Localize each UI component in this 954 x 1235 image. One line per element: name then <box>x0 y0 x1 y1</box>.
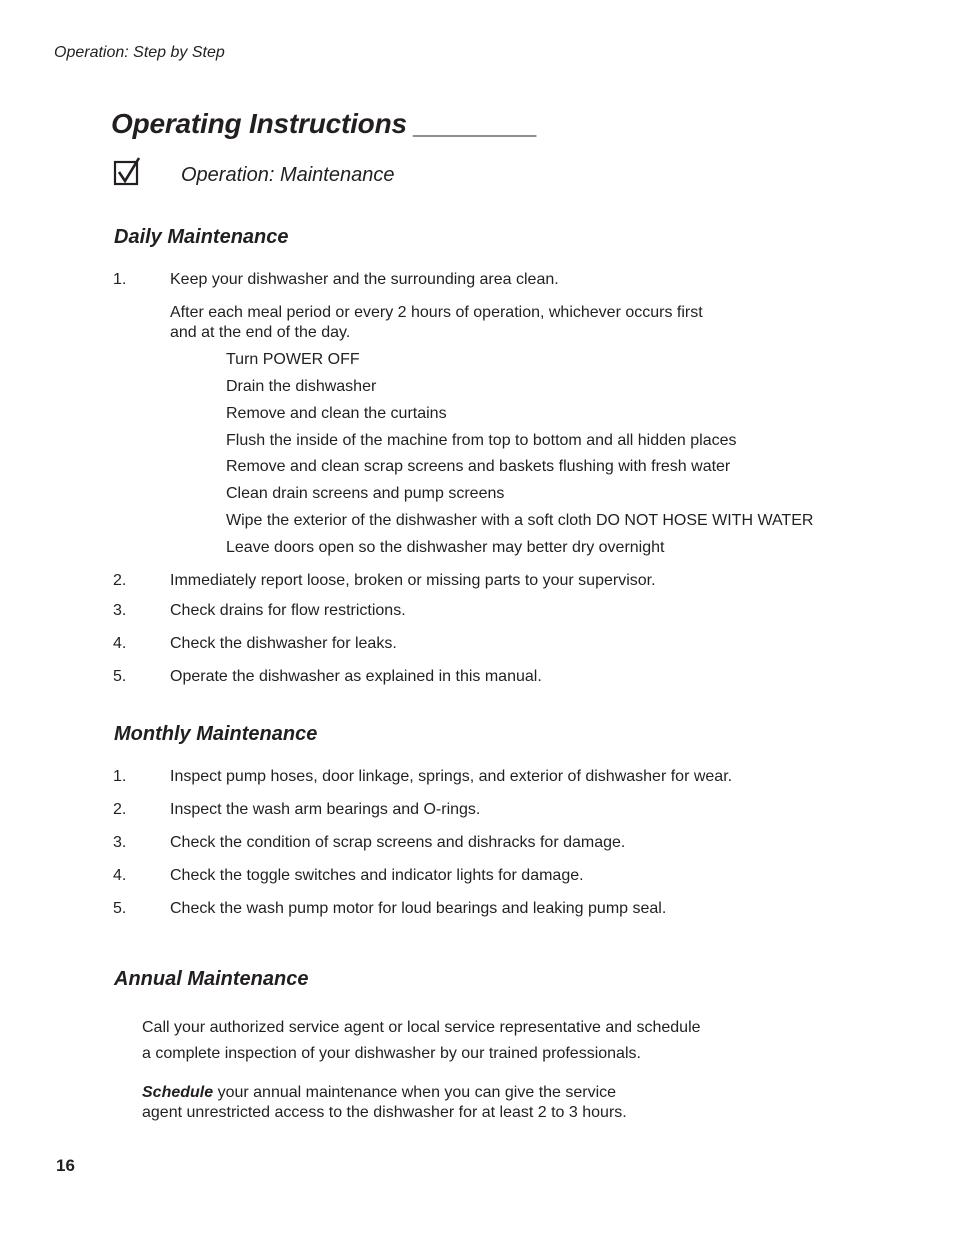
list-item-text: Check drains for flow restrictions. <box>170 602 406 619</box>
daily-intro-line: and at the end of the day. <box>170 324 351 341</box>
schedule-text: your annual maintenance when you can give the service <box>213 1084 617 1101</box>
list-item-text: Immediately report loose, broken or missing parts to your supervisor. <box>170 572 656 589</box>
annual-maintenance-heading: Annual Maintenance <box>114 968 309 990</box>
list-item-text: Check the wash pump motor for loud bearings and leaking pump seal. <box>170 900 667 917</box>
list-item-number: 2. <box>113 801 127 818</box>
daily-step: Remove and clean scrap screens and baskets flushing with fresh water <box>226 458 731 475</box>
list-item-number: 5. <box>113 900 127 917</box>
list-item-text: Operate the dishwasher as explained in this manual. <box>170 668 542 685</box>
list-item-text: Inspect pump hoses, door linkage, springs, and exterior of dishwasher for wear. <box>170 768 733 785</box>
list-item-number: 2. <box>113 572 127 589</box>
annual-schedule-line <box>142 1083 616 1103</box>
daily-step: Leave doors open so the dishwasher may better dry overnight <box>226 539 665 556</box>
list-item-number: 4. <box>113 867 127 884</box>
page-title: Operating Instructions ________ <box>111 108 538 139</box>
list-item-number: 3. <box>113 602 127 619</box>
annual-paragraph-line: agent unrestricted access to the dishwasher for at least 2 to 3 hours. <box>142 1104 627 1121</box>
list-item-number: 4. <box>113 635 127 652</box>
annual-paragraph-line: a complete inspection of your dishwasher by our trained professionals. <box>142 1045 641 1062</box>
list-item-text: Inspect the wash arm bearings and O-rings. <box>170 801 481 818</box>
list-item-text: Check the dishwasher for leaks. <box>170 635 397 652</box>
list-item-number: 1. <box>113 271 127 288</box>
daily-step: Flush the inside of the machine from top to bottom and all hidden places <box>226 432 737 449</box>
running-header: Operation: Step by Step <box>54 44 225 61</box>
daily-maintenance-heading: Daily Maintenance <box>114 226 289 248</box>
section-subtitle: Operation: Maintenance <box>181 164 395 186</box>
schedule-emphasis: Schedule <box>142 1084 214 1101</box>
list-item-number: 5. <box>113 668 127 685</box>
daily-step: Clean drain screens and pump screens <box>226 485 505 502</box>
checked-box-icon <box>113 156 141 186</box>
list-item-text: Keep your dishwasher and the surrounding area clean. <box>170 271 559 288</box>
page-number: 16 <box>56 1156 75 1175</box>
daily-step: Wipe the exterior of the dishwasher with a soft cloth DO NOT HOSE WITH WATER <box>226 512 814 529</box>
annual-paragraph-line: Call your authorized service agent or local service representative and schedule <box>142 1019 701 1036</box>
daily-step: Drain the dishwasher <box>226 378 377 395</box>
monthly-maintenance-heading: Monthly Maintenance <box>114 723 318 745</box>
list-item-text: Check the toggle switches and indicator lights for damage. <box>170 867 584 884</box>
list-item-text: Check the condition of scrap screens and dishracks for damage. <box>170 834 626 851</box>
list-item-number: 1. <box>113 768 127 785</box>
daily-step: Turn POWER OFF <box>226 351 360 368</box>
daily-step: Remove and clean the curtains <box>226 405 447 422</box>
daily-intro-line: After each meal period or every 2 hours of operation, whichever occurs first <box>170 304 703 321</box>
list-item-number: 3. <box>113 834 127 851</box>
